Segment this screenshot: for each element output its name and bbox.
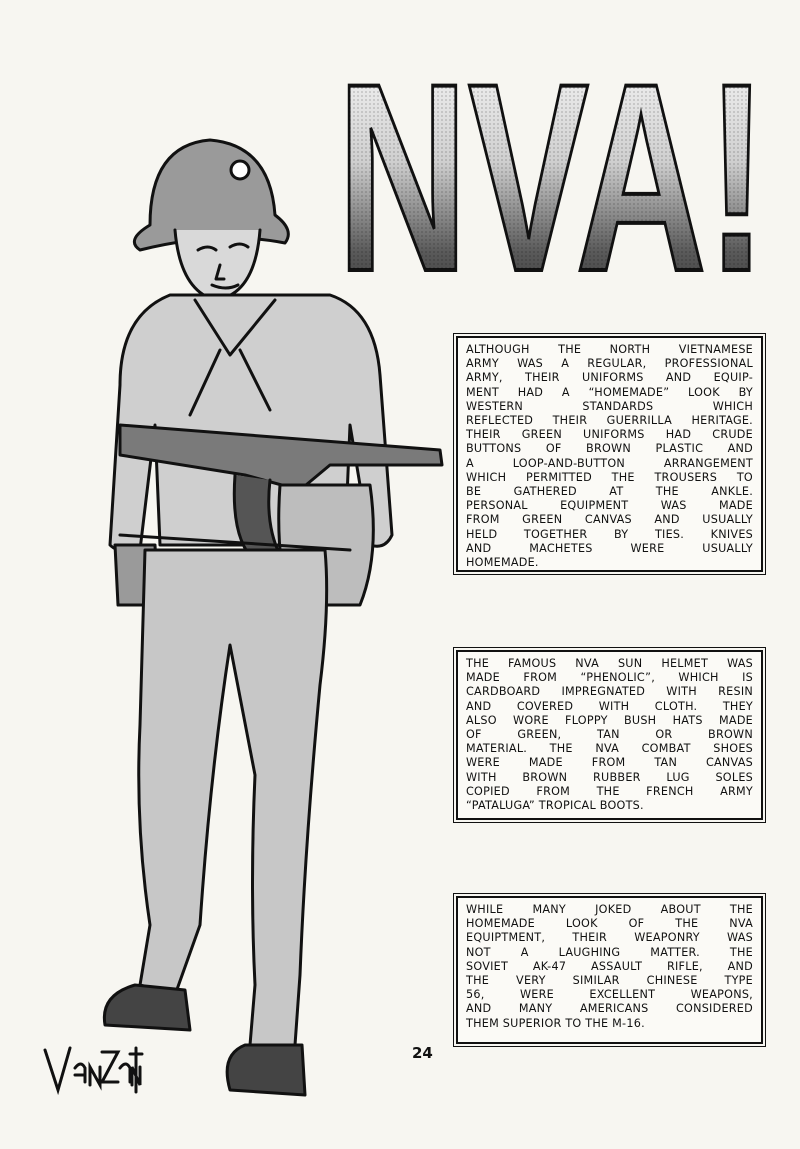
text-line: CARDBOARD IMPREGNATED WITH RESIN <box>466 685 753 699</box>
text-line: 56, WERE EXCELLENT WEAPONS, <box>466 988 753 1002</box>
text-line: AND MACHETES WERE USUALLY <box>466 541 753 555</box>
text-line: MENT HAD A “HOMEMADE” LOOK BY <box>466 385 753 399</box>
text-line: ARMY WAS A REGULAR, PROFESSIONAL <box>466 357 753 371</box>
text-line: HELD TOGETHER BY TIES. KNIVES <box>466 527 753 541</box>
text-line: WHILE MANY JOKED ABOUT THE <box>466 903 753 916</box>
text-box-body <box>466 657 753 813</box>
text-line: SOVIET AK-47 ASSAULT RIFLE, AND <box>466 959 753 973</box>
text-line: COPIED FROM THE FRENCH ARMY <box>466 784 753 798</box>
text-line: ALTHOUGH THE NORTH VIETNAMESE <box>466 343 753 356</box>
text-line: WITH BROWN RUBBER LUG SOLES <box>466 770 753 784</box>
text-box-body <box>466 903 753 1031</box>
text-line: BUTTONS OF BROWN PLASTIC AND <box>466 442 753 456</box>
text-line: THEIR GREEN UNIFORMS HAD CRUDE <box>466 428 753 442</box>
text-line: FROM GREEN CANVAS AND USUALLY <box>466 513 753 527</box>
text-line: THEM SUPERIOR TO THE M-16. <box>466 1016 645 1030</box>
text-line: “PATALUGA” TROPICAL BOOTS. <box>466 799 644 813</box>
text-line: AND MANY AMERICANS CONSIDERED <box>466 1002 753 1016</box>
text-line: THE FAMOUS NVA SUN HELMET WAS <box>466 657 753 670</box>
text-box-helmet <box>456 650 763 820</box>
text-line: ARMY, THEIR UNIFORMS AND EQUIP- <box>466 371 753 385</box>
text-line: PERSONAL EQUIPMENT WAS MADE <box>466 499 753 513</box>
text-box-body <box>466 343 753 570</box>
text-line: ALSO WORE FLOPPY BUSH HATS MADE <box>466 713 753 727</box>
page-number: 24 <box>412 1044 433 1062</box>
title-text-halftone: NVA! <box>337 62 767 280</box>
text-line: BE GATHERED AT THE ANKLE. <box>466 485 753 499</box>
artist-signature <box>40 1040 150 1100</box>
text-line: NOT A LAUGHING MATTER. THE <box>466 945 753 959</box>
text-line: REFLECTED THEIR GUERRILLA HERITAGE. <box>466 414 753 428</box>
text-line: A LOOP-AND-BUTTON ARRANGEMENT <box>466 456 753 470</box>
text-line: MADE FROM “PHENOLIC”, WHICH IS <box>466 671 753 685</box>
text-line: OF GREEN, TAN OR BROWN <box>466 728 753 742</box>
text-line: WESTERN STANDARDS WHICH <box>466 399 753 413</box>
text-box-uniforms <box>456 336 763 572</box>
title-text: NVA! <box>337 62 767 280</box>
text-box-weaponry <box>456 896 763 1044</box>
text-line: HOMEMADE. <box>466 556 539 570</box>
text-line: THE VERY SIMILAR CHINESE TYPE <box>466 974 753 988</box>
soldier-illustration <box>80 125 460 1115</box>
text-line: WERE MADE FROM TAN CANVAS <box>466 756 753 770</box>
text-line: EQUIPTMENT, THEIR WEAPONRY WAS <box>466 931 753 945</box>
text-line: WHICH PERMITTED THE TROUSERS TO <box>466 470 753 484</box>
text-line: AND COVERED WITH CLOTH. THEY <box>466 699 753 713</box>
text-line: MATERIAL. THE NVA COMBAT SHOES <box>466 742 753 756</box>
text-line: HOMEMADE LOOK OF THE NVA <box>466 917 753 931</box>
